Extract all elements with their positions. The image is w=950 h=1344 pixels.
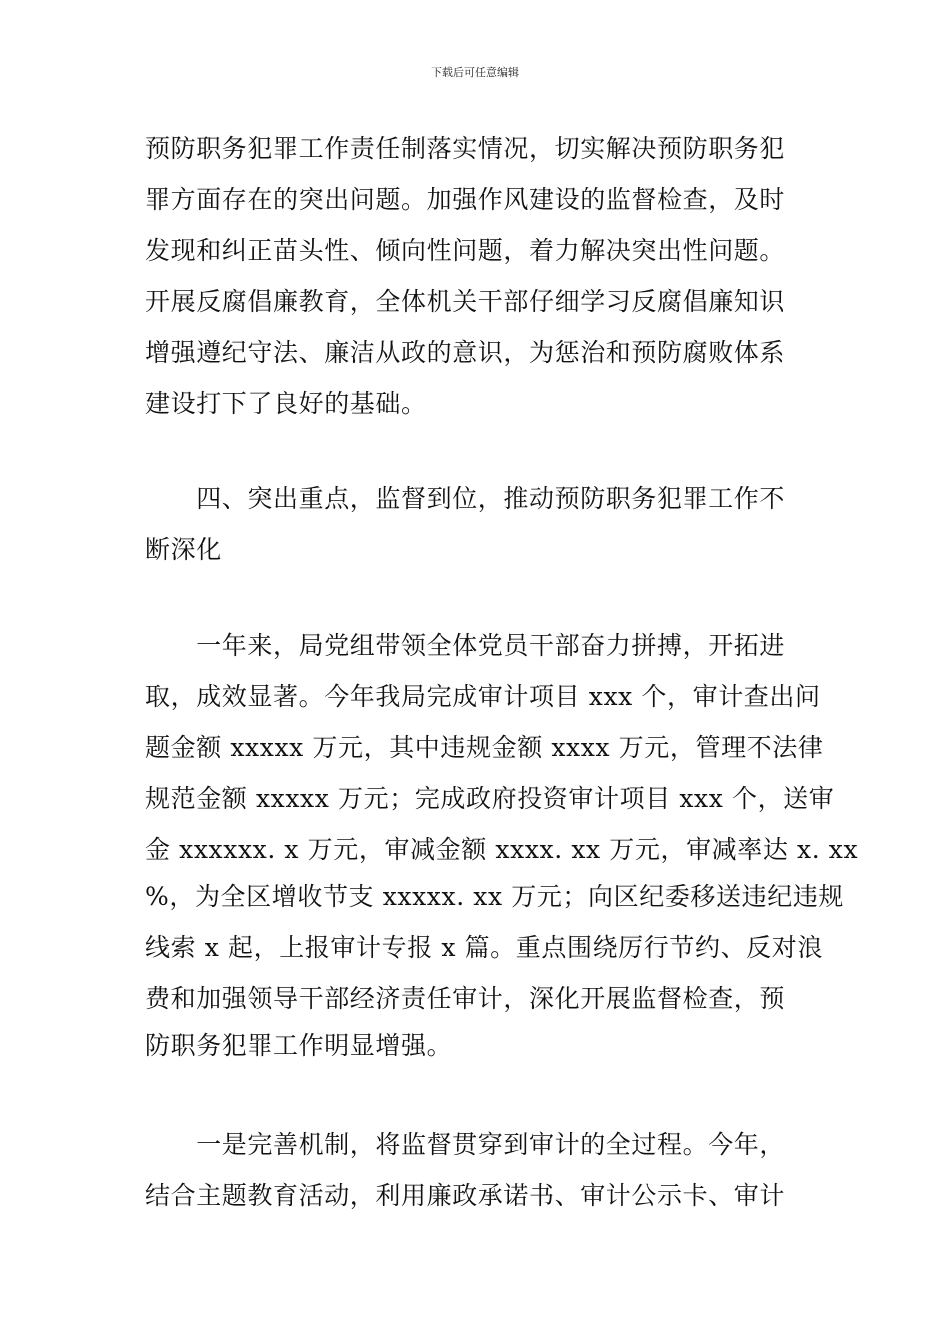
text-line: 罪方面存在的突出问题。加强作风建设的监督检查，及时 [145,185,786,214]
text-line: 一是完善机制，将监督贯穿到审计的全过程。今年， [145,1130,786,1159]
text-line: 金 xxxxxx. x 万元，审减金额 xxxx. xx 万元，审减率达 x. xx [145,835,859,864]
text-line: 开展反腐倡廉教育，全体机关干部仔细学习反腐倡廉知识 [145,287,786,316]
text-line: 结合主题教育活动，利用廉政承诺书、审计公示卡、审计 [145,1181,786,1210]
text-line: 费和加强领导干部经济责任审计，深化开展监督检查，预 [145,984,786,1013]
text-line: %，为全区增收节支 xxxxx. xx 万元；向区纪委移送违纪违规 [145,882,845,911]
text-line: 增强遵纪守法、廉洁从政的意识，为惩治和预防腐败体系 [145,338,786,367]
text-line: 规范金额 xxxxx 万元；完成政府投资审计项目 xxx 个，送审 [145,784,835,813]
text-line: 一年来，局党组带领全体党员干部奋力拼搏，开拓进 [145,631,786,660]
text-line: 建设打下了良好的基础。 [145,389,427,418]
page-header: 下载后可任意编辑 [431,66,519,79]
section-heading-line: 四、突出重点，监督到位，推动预防职务犯罪工作不 [145,484,786,513]
text-line: 题金额 xxxxx 万元，其中违规金额 xxxx 万元，管理不法律 [145,733,824,762]
text-line: 预防职务犯罪工作责任制落实情况，切实解决预防职务犯 [145,134,786,163]
text-line: 发现和纠正苗头性、倾向性问题，着力解决突出性问题。 [145,236,786,265]
text-line: 防职务犯罪工作明显增强。 [145,1031,453,1060]
text-line: 线索 x 起，上报审计专报 x 篇。重点围绕厉行节约、反对浪 [145,933,823,962]
text-line: 取，成效显著。今年我局完成审计项目 xxx 个，审计查出问 [145,682,821,711]
section-heading-line: 断深化 [145,535,222,564]
